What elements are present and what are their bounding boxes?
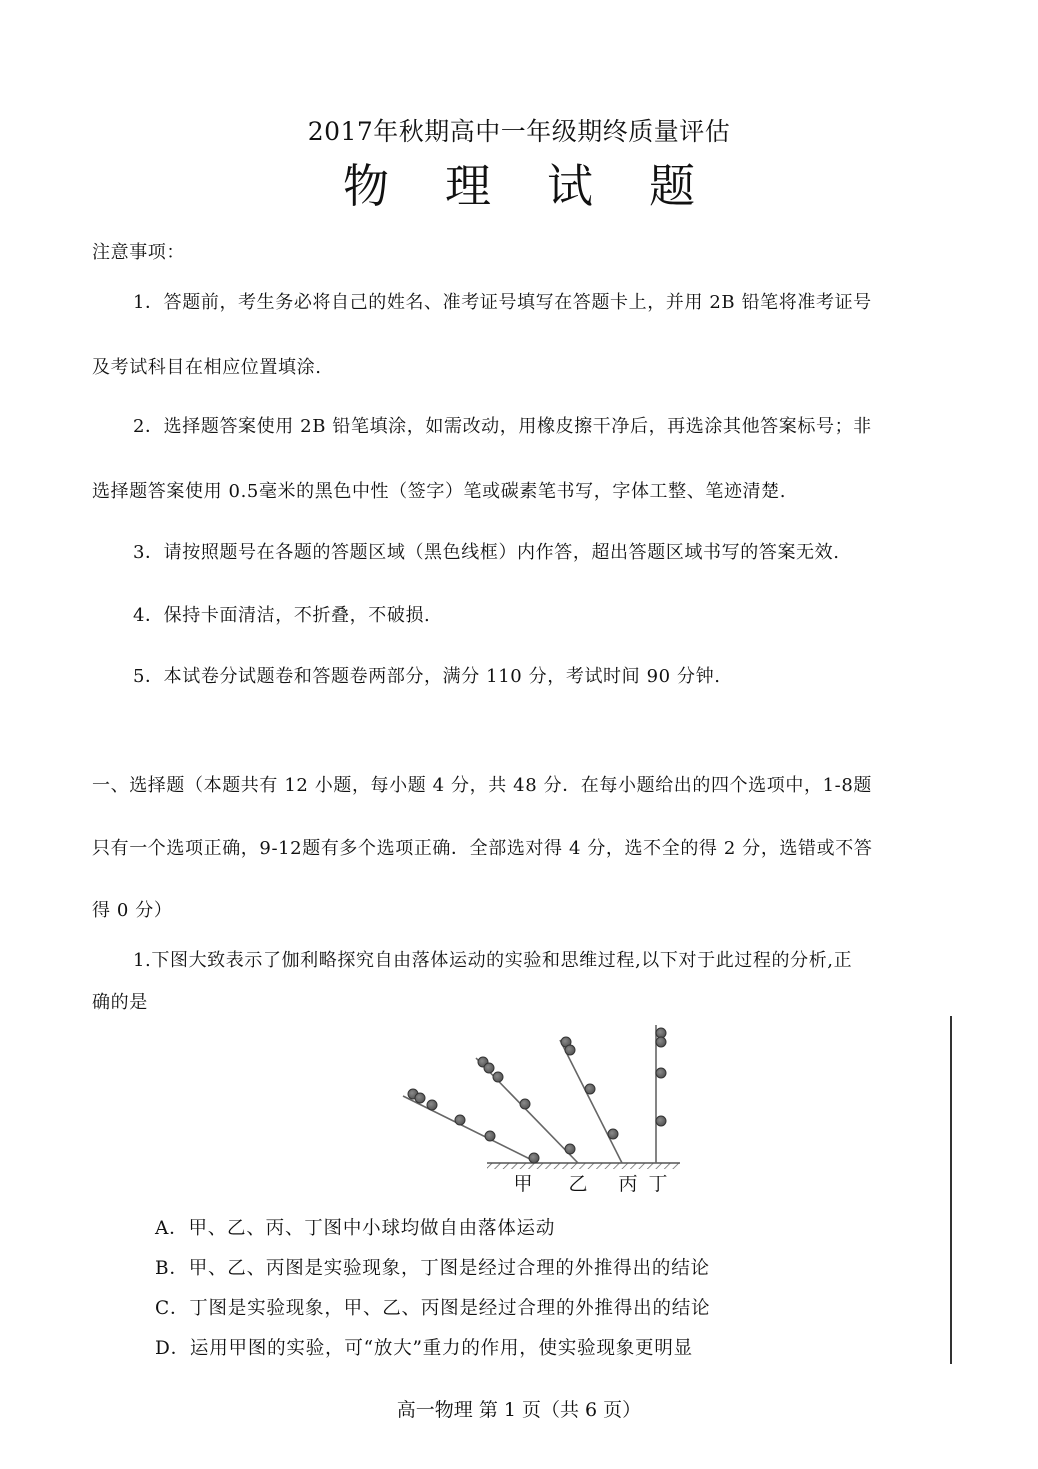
option-b[interactable]: B．甲、乙、丙图是实验现象，丁图是经过合理的外推得出的结论 bbox=[155, 1258, 710, 1279]
ball-jia bbox=[427, 1100, 437, 1110]
ball-yi bbox=[520, 1099, 530, 1109]
option-a[interactable]: A．甲、乙、丙、丁图中小球均做自由落体运动 bbox=[155, 1218, 556, 1239]
figure-label-jia: 甲 bbox=[513, 1173, 533, 1195]
page-footer: 高一物理 第 1 页（共 6 页） bbox=[396, 1399, 642, 1421]
ball-bing bbox=[585, 1084, 595, 1094]
exam-title: 物理试题 bbox=[343, 159, 751, 213]
section-1-instructions-line2: 只有一个选项正确，9-12题有多个选项正确．全部选对得 4 分，选不全的得 2 分，选错或不答 bbox=[92, 838, 873, 859]
incline-jia bbox=[403, 1096, 538, 1163]
ball-jia bbox=[455, 1115, 465, 1125]
ball-yi bbox=[493, 1072, 503, 1082]
ball-jia bbox=[415, 1093, 425, 1103]
notice-item-2-line1: 2．选择题答案使用 2B 铅笔填涂，如需改动，用橡皮擦干净后，再选涂其他答案标号；非 bbox=[133, 416, 872, 437]
ball-yi bbox=[565, 1144, 575, 1154]
ball-ding bbox=[656, 1037, 666, 1047]
section-1-instructions-line3: 得 0 分） bbox=[92, 900, 173, 921]
exam-subtitle: 2017年秋期高中一年级期终质量评估 bbox=[307, 117, 731, 146]
ball-ding bbox=[656, 1068, 666, 1078]
notice-item-5: 5．本试卷分试题卷和答题卷两部分，满分 110 分，考试时间 90 分钟. bbox=[133, 666, 721, 687]
ground-hatching bbox=[487, 1163, 680, 1169]
question-1-stem-line2: 确的是 bbox=[92, 992, 148, 1013]
question-1-stem-line1: 1.下图大致表示了伽利略探究自由落体运动的实验和思维过程,以下对于此过程的分析,正 bbox=[133, 950, 853, 971]
galileo-incline-figure bbox=[380, 1010, 700, 1200]
figure-label-ding: 丁 bbox=[648, 1173, 668, 1195]
notice-item-1-line1: 1．答题前，考生务必将自己的姓名、准考证号填写在答题卡上，并用 2B 铅笔将准考证号 bbox=[133, 292, 872, 313]
incline-yi bbox=[476, 1058, 578, 1163]
ball-bing bbox=[565, 1045, 575, 1055]
answer-area-divider bbox=[950, 1016, 952, 1364]
ball-jia bbox=[485, 1131, 495, 1141]
notice-item-1-line2: 及考试科目在相应位置填涂. bbox=[92, 357, 322, 378]
figure-label-bing: 丙 bbox=[618, 1173, 638, 1195]
figure-label-yi: 乙 bbox=[568, 1173, 588, 1195]
notice-item-2-line2: 选择题答案使用 0.5毫米的黑色中性（签字）笔或碳素笔书写，字体工整、笔迹清楚. bbox=[92, 481, 787, 502]
section-1-instructions-line1: 一、选择题（本题共有 12 小题，每小题 4 分，共 48 分．在每小题给出的四个选项中，1-8题 bbox=[92, 775, 872, 796]
ball-ding bbox=[656, 1116, 666, 1126]
notice-heading: 注意事项： bbox=[92, 242, 185, 263]
notice-item-3: 3．请按照题号在各题的答题区域（黑色线框）内作答，超出答题区域书写的答案无效. bbox=[133, 542, 840, 563]
ball-yi bbox=[484, 1063, 494, 1073]
option-c[interactable]: C．丁图是实验现象，甲、乙、丙图是经过合理的外推得出的结论 bbox=[155, 1298, 711, 1319]
ball-jia bbox=[529, 1153, 539, 1163]
ball-bing bbox=[608, 1129, 618, 1139]
option-d[interactable]: D．运用甲图的实验，可“放大”重力的作用，使实验现象更明显 bbox=[155, 1338, 693, 1359]
notice-item-4: 4．保持卡面清洁，不折叠，不破损. bbox=[133, 605, 431, 626]
